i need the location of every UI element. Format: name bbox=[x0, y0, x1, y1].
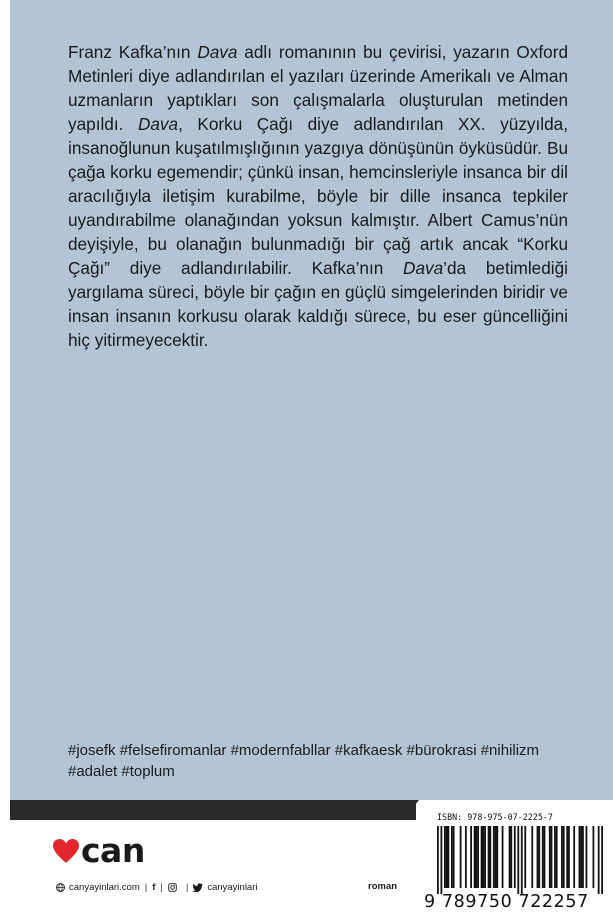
barcode-bar bbox=[447, 826, 449, 888]
barcode-bar bbox=[551, 826, 553, 888]
barcode-bar bbox=[509, 826, 511, 888]
barcode-bar bbox=[481, 826, 483, 888]
footer-divider: | bbox=[185, 881, 189, 893]
barcode-bar bbox=[489, 826, 491, 888]
blurb-title-3: Dava bbox=[403, 258, 444, 278]
logo-text: can bbox=[81, 831, 145, 870]
barcode-bar bbox=[593, 826, 595, 888]
barcode-bar bbox=[573, 826, 575, 888]
barcode-bar bbox=[460, 826, 462, 888]
barcode-bar bbox=[484, 826, 486, 888]
website-link[interactable]: canyayinlari.com bbox=[69, 881, 140, 893]
barcode-bar bbox=[580, 826, 582, 888]
barcode-bar bbox=[531, 826, 533, 888]
barcode-bar bbox=[502, 826, 504, 888]
twitter-handle[interactable]: canyayinlari bbox=[207, 881, 258, 893]
barcode bbox=[437, 826, 603, 894]
blurb-text bbox=[68, 40, 568, 352]
globe-icon bbox=[56, 883, 65, 892]
barcode-bar bbox=[586, 826, 588, 888]
barcode-bar bbox=[474, 826, 476, 888]
barcode-bar bbox=[566, 826, 568, 888]
barcode-bar bbox=[495, 826, 497, 888]
barcode-bar bbox=[601, 826, 603, 894]
barcode-bar bbox=[568, 826, 570, 888]
barcode-bar bbox=[477, 826, 479, 888]
barcode-bar bbox=[493, 826, 495, 888]
footer-divider: | bbox=[144, 881, 148, 893]
barcode-bar bbox=[556, 826, 558, 888]
barcode-bar bbox=[561, 826, 563, 888]
blurb-part-2: adlı romanının bu çevirisi, yazarın Oxford Metinleri diye adlandırılan el yazıları üzerinde Amerikalı ve Alman uzmanların yaptıkları son çalışmalarla oluşturulan metinden yapıldı. bbox=[68, 42, 568, 134]
barcode-bar bbox=[444, 826, 446, 888]
blurb-part-1: Franz Kafka’nın bbox=[68, 42, 198, 62]
barcode-bar bbox=[446, 826, 448, 888]
blurb-title-1: Dava bbox=[197, 42, 238, 62]
publisher-logo bbox=[52, 831, 145, 870]
barcode-digits: 9 789750 722257 bbox=[424, 892, 589, 912]
barcode-bar bbox=[542, 826, 544, 888]
barcode-bar bbox=[488, 826, 490, 888]
facebook-icon[interactable]: f bbox=[152, 881, 156, 893]
barcode-bar bbox=[524, 826, 526, 888]
dark-bar-edge bbox=[403, 800, 419, 820]
dark-bar bbox=[10, 800, 416, 820]
barcode-bar bbox=[563, 826, 565, 888]
genre-label: roman bbox=[368, 881, 398, 892]
blurb-part-3: , Korku Çağı diye adlandırılan XX. yüzyılda, insanoğlunun kuşatılmışlığının yazgıya dönüşünün öyküsüdür. Bu çağa korku egemendir; çünkü insan, hemcinsleriyle insanca bir dil aracılığıyla iletişim kurabilme, böyle bir dille insanca tepkiler uyandırabilme olanağından yoksun kalmıştır. Albert Camus’nün deyişiyle, bu olanağın bulunmadığı bir çağ artık ancak “Korku Çağı” diye adlandırılabilir. Kafka’nın bbox=[68, 114, 568, 278]
barcode-bar bbox=[554, 826, 556, 888]
barcode-bar bbox=[470, 826, 472, 888]
barcode-bar bbox=[496, 826, 498, 888]
twitter-icon[interactable] bbox=[193, 883, 203, 892]
publisher-footer bbox=[56, 880, 258, 894]
barcode-bar bbox=[514, 826, 516, 888]
barcode-bar bbox=[544, 826, 546, 888]
barcode-bar bbox=[579, 826, 581, 888]
barcode-bar bbox=[437, 826, 439, 894]
heart-icon bbox=[52, 838, 80, 864]
barcode-bar bbox=[451, 826, 453, 888]
barcode-bar bbox=[549, 826, 551, 888]
barcode-bar bbox=[521, 826, 523, 894]
barcode-bar bbox=[582, 826, 584, 888]
barcode-bar bbox=[517, 826, 519, 894]
barcode-bar bbox=[475, 826, 477, 888]
instagram-icon[interactable] bbox=[168, 883, 177, 892]
barcode-bar bbox=[538, 826, 540, 888]
barcode-bar bbox=[453, 826, 455, 888]
blurb-part-4: ’da betimlediği yargılama süreci, böyle bir çağın en güçlü simgelerinden biridir ve insan insanın korkusu olarak kaldığı sürece, bu eser güncelliğini hiç yitirmeyecektir. bbox=[68, 258, 568, 350]
hashtags: #josefk #felsefiromanlar #modernfabllar #kafkaesk #bürokrasi #nihilizm #adalet #toplum bbox=[68, 742, 540, 780]
barcode-bar bbox=[598, 826, 600, 894]
barcode-bar bbox=[482, 826, 484, 888]
barcode-bar bbox=[537, 826, 539, 888]
footer-divider: | bbox=[160, 881, 163, 893]
isbn-label: ISBN: 978-975-07-2225-7 bbox=[437, 812, 553, 822]
barcode-bar bbox=[440, 826, 442, 894]
blurb-title-2: Dava bbox=[137, 114, 179, 134]
barcode-bar bbox=[465, 826, 467, 888]
barcode-bar bbox=[510, 826, 512, 888]
